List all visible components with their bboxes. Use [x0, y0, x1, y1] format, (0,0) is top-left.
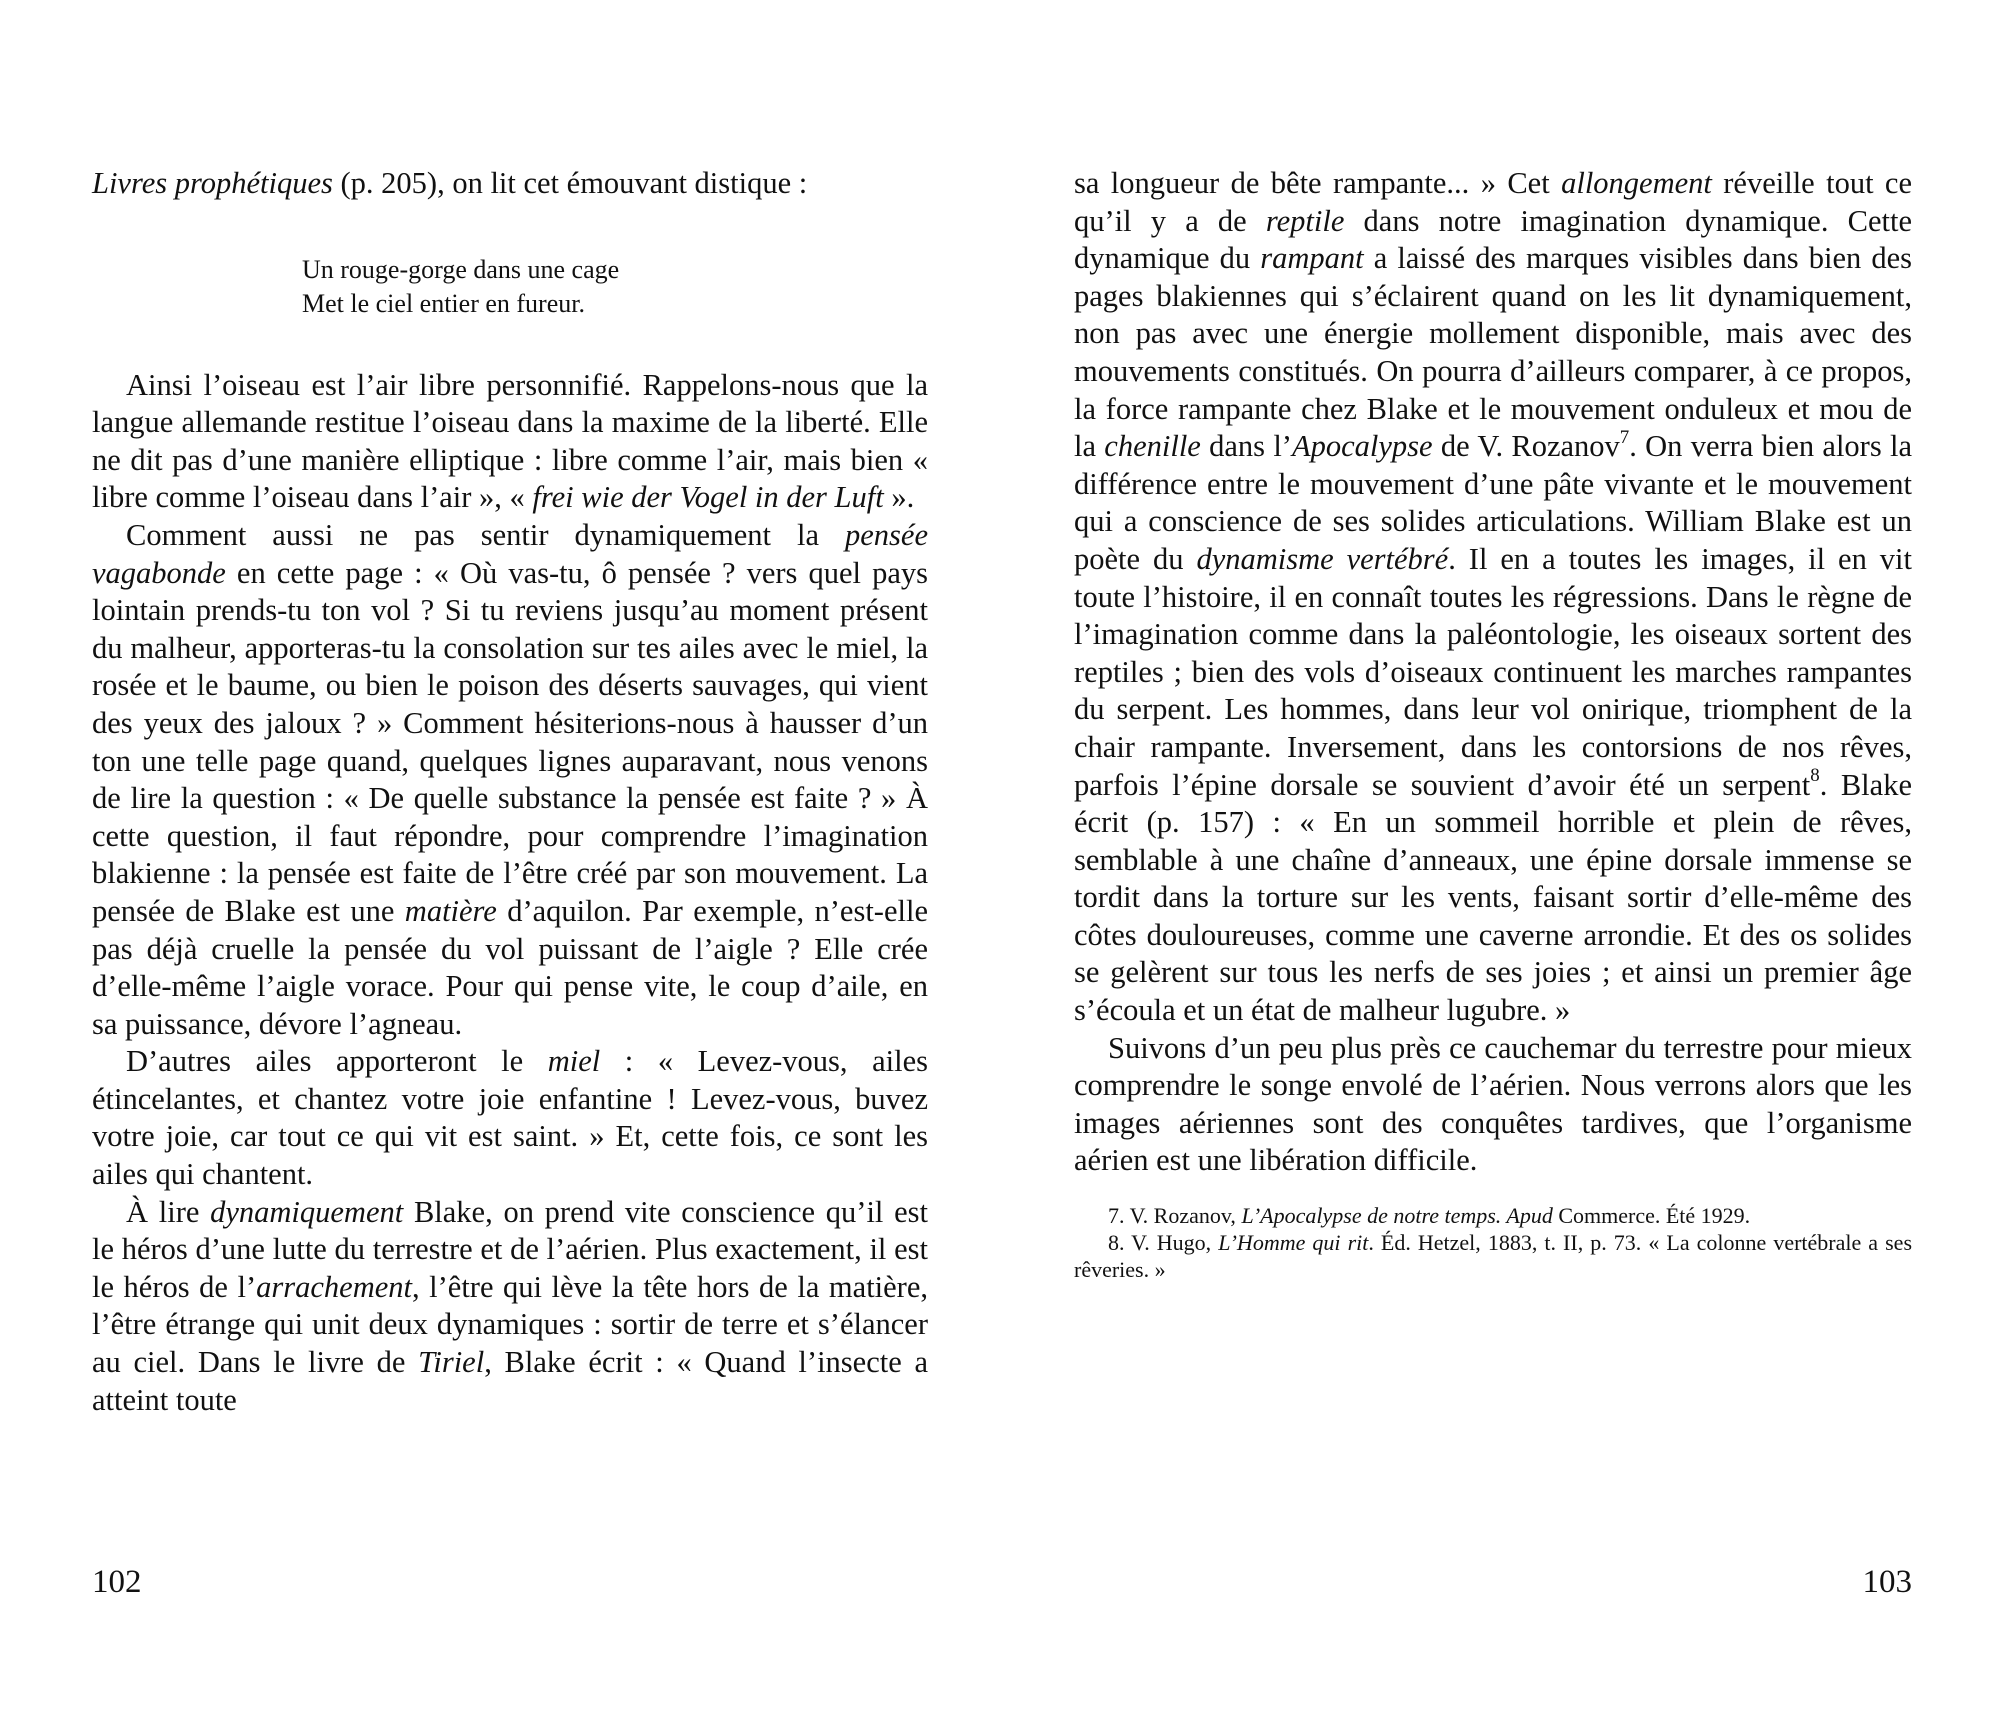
page-number: 103	[1862, 1564, 1912, 1600]
footnote-ref: 8	[1810, 765, 1820, 787]
emphasis: reptile	[1265, 203, 1345, 238]
paragraph-text: : « Levez-vous, ailes étincelantes, et chantez votre joie enfantine ! Levez-vous, buvez votre joie, car tout ce qui vit est saint. » Et, cette fois, ce sont les ailes qui chantent.	[92, 1044, 928, 1192]
emphasis: dynamisme vertébré	[1196, 541, 1449, 576]
emphasis: allongement	[1561, 166, 1712, 200]
paragraph	[92, 517, 928, 1043]
paragraph-text: . Il en a toutes les images, il en vit toute l’histoire, il en connaît toutes les régressions. Dans le règne de l’imagination comme dans la paléontologie, les oiseaux sortent des reptiles ; bien des vols d’oiseaux continuent les marches rampantes du serpent. Les hommes, dans leur vol onirique, triomphent de la chair rampante. Inversement, dans les contorsions de nos rêves, parfois l’épine dorsale se souvient d’avoir été un serpent	[1074, 541, 1912, 802]
right-page-text	[1074, 165, 1912, 1283]
paragraph-text: d’aquilon. Par exemple, n’est-elle pas déjà cruelle la pensée du vol puissant de l’aigle ? Elle crée d’elle-même l’aigle vorace. Pour qui pense vite, le coup d’aile, en sa puissance, dévore l’agneau.	[92, 893, 928, 1041]
footnote-text: 7. V. Rozanov,	[1108, 1203, 1242, 1229]
paragraph-text: réveille tout ce qu’il y a de	[1074, 166, 1913, 238]
book-title: L’Homme qui rit	[1218, 1230, 1369, 1256]
paragraph-text: , Blake écrit : « Quand l’insecte a atteint toute	[92, 1345, 928, 1417]
paragraph	[92, 1043, 928, 1193]
page-number: 102	[92, 1564, 142, 1600]
footnote-text: Commerce. Été 1929.	[1552, 1203, 1751, 1229]
book-title: Apocalypse	[1291, 429, 1433, 464]
paragraph-text: , l’être qui lève la tête hors de la matière, l’être étrange qui unit deux dynamiques : sortir de terre et s’élancer au ciel. Dans le livre de	[92, 1269, 928, 1380]
paragraph-text: (p. 205), on lit cet émouvant distique :	[332, 166, 808, 200]
footnotes	[1074, 1202, 1912, 1283]
paragraph-text: D’autres ailes apporteront le	[126, 1044, 548, 1079]
book-title: Livres prophétiques	[92, 166, 333, 200]
paragraph-text: Comment aussi ne pas sentir dynamiquement la	[126, 517, 846, 552]
footnote-ref: 7	[1619, 427, 1630, 449]
emphasis: chenille	[1104, 429, 1201, 464]
paragraph-text: À lire	[126, 1194, 211, 1229]
paragraph-text: . On verra bien alors la différence entre le mouvement d’une pâte vivante et le mouvement qui a conscience de ses solides articulations. William Blake est un poète du	[1074, 429, 1912, 576]
paragraph-text: dans notre imagination dynamique. Cette dynamique du	[1074, 203, 1912, 276]
paragraph-text: . Blake écrit (p. 157) : « En un sommeil horrible et plein de rêves, semblable à une chaîne d’anneaux, une épine dorsale immense se tordit dans la torture sur les vents, faisant sortir d’elle-même des côtes douloureuses, comme une caverne arrondie. Et des os solides se gelèrent sur tous les nerfs de ses joies ; et ainsi un premier âge s’écoula et un état de malheur lugubre. »	[1074, 767, 1912, 1028]
emphasis: arrachement	[256, 1269, 412, 1304]
paragraph-text: Blake, on prend vite conscience qu’il est le héros d’une lutte du terrestre et de l’aérien. Plus exactement, il est le héros de l’	[92, 1194, 928, 1304]
paragraph-text: ».	[883, 480, 915, 515]
paragraph	[92, 1194, 928, 1420]
paragraph	[92, 367, 928, 517]
paragraph	[92, 165, 928, 203]
book-title: Tiriel	[418, 1345, 485, 1380]
verse-line: Met le ciel entier en fureur.	[302, 288, 585, 318]
paragraph-text: de V. Rozanov	[1432, 429, 1620, 464]
emphasis: dynamiquement	[210, 1194, 404, 1229]
paragraph-text: a laissé des marques visibles dans bien des pages blakiennes qui s’éclairent quand on les lit dynamiquement, non pas avec une énergie mollement disponible, mais avec des mouvements constitués. On pourra d’ailleurs comparer, à ce propos, la force rampante chez Blake et le mouvement onduleux et mou de la	[1074, 241, 1912, 464]
paragraph-text: sa longueur de bête rampante... » Cet	[1074, 166, 1562, 200]
book-title: L’Apocalypse de notre temps. Apud	[1241, 1203, 1553, 1229]
emphasis: rampant	[1260, 241, 1364, 276]
right-page	[1000, 0, 2000, 1734]
paragraph: Suivons d’un peu plus près ce cauchemar du terrestre pour mieux comprendre le songe envolé de l’aérien. Nous verrons alors que les images aériennes sont des conquêtes tardives, que l’organisme aérien est une libération difficile.	[1074, 1030, 1912, 1178]
verse-line: Un rouge-gorge dans une cage	[302, 254, 620, 284]
footnote-text: . Éd. Hetzel, 1883, t. II, p. 73. « La colonne vertébrale a ses rêveries. »	[1074, 1230, 1912, 1283]
verse-quote	[302, 253, 928, 321]
footnote-7	[1074, 1202, 1912, 1229]
emphasis: miel	[547, 1044, 601, 1079]
emphasis: pensée vagabonde	[92, 517, 928, 590]
paragraph-text: en cette page : « Où vas-tu, ô pensée ? vers quel pays lointain prends-tu ton vol ? Si tu reviens jusqu’au moment présent du malheur, apporteras-tu la consolation sur tes ailes avec le miel, la rosée et le baume, ou bien le poison des déserts sauvages, qui vient des yeux des jaloux ? » Comment hésiterions-nous à hausser d’un ton une telle page quand, quelques lignes auparavant, nous venons de lire la question : « De quelle substance la pensée est faite ? » À cette question, il faut répondre, pour comprendre l’imagination blakienne : la pensée est faite de l’être créé par son mouvement. La pensée de Blake est une	[92, 555, 928, 928]
paragraph-text: Ainsi l’oiseau est l’air libre personnifié. Rappelons-nous que la langue allemande restitue l’oiseau dans la maxime de la liberté. Elle ne dit pas d’une manière elliptique : libre comme l’air, mais bien « libre comme l’oiseau dans l’air », «	[92, 367, 928, 515]
paragraph-text: dans l’	[1200, 429, 1292, 464]
emphasis: matière	[404, 893, 497, 928]
paragraph	[1074, 165, 1912, 1030]
footnote-text: 8. V. Hugo,	[1108, 1230, 1219, 1256]
footnote-8	[1074, 1229, 1912, 1283]
left-page-text	[92, 165, 928, 1419]
german-phrase: frei wie der Vogel in der Luft	[532, 480, 884, 515]
